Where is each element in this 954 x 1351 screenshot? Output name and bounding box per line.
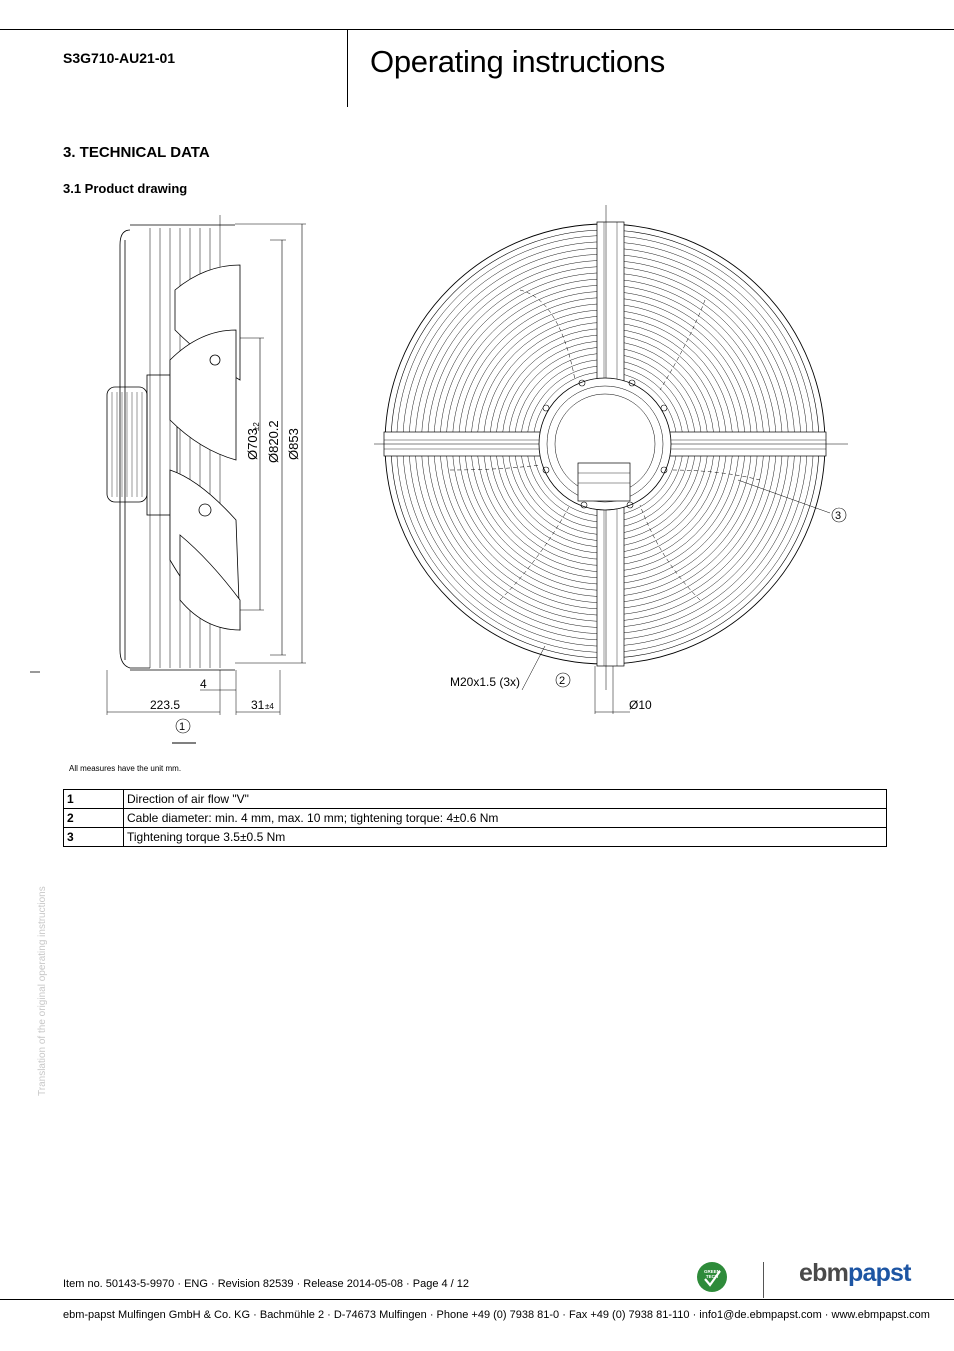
- ebmpapst-logo: [799, 1259, 911, 1288]
- dim-d703: Ø703: [245, 428, 260, 460]
- side-view: [30, 215, 306, 743]
- logo-part-ebm: ebm: [799, 1259, 849, 1287]
- notes-table: [63, 789, 887, 847]
- dim-d853: Ø853: [286, 428, 301, 460]
- side-note: Translation of the original operating instructions: [37, 886, 48, 1096]
- unit-note: All measures have the unit mm.: [69, 764, 182, 773]
- subsection-heading: 3.1 Product drawing: [63, 181, 188, 196]
- product-drawing: [0, 200, 954, 750]
- badge-line1: GREEN: [703, 1269, 721, 1274]
- footer-item-info: Item no. 50143-5-9970 · ENG · Revision 82539 · Release 2014-05-08 · Page 4 / 12: [63, 1278, 470, 1290]
- model-number: S3G710-AU21-01: [63, 50, 176, 66]
- callout-3: 3: [835, 510, 842, 522]
- badge-line2: TECH: [705, 1274, 719, 1279]
- dim-d820: Ø820.2: [266, 420, 281, 463]
- green-tech-badge-icon: [696, 1261, 728, 1293]
- header-divider: [347, 29, 348, 107]
- logo-part-papst: papst: [848, 1259, 911, 1287]
- document-title: Operating instructions: [370, 44, 665, 79]
- header-top-rule: [0, 29, 954, 30]
- logo-divider: [763, 1262, 764, 1298]
- table-row: [64, 828, 887, 847]
- dim-d10: Ø10: [629, 698, 652, 712]
- front-view: [374, 205, 848, 714]
- footer-address: ebm-papst Mulfingen GmbH & Co. KG · Bachmühle 2 · D-74673 Mulfingen · Phone +49 (0) 7938 81-0 · Fax +49 (0) 7938 81-110 · info1@de.ebmpapst.com · www.ebmpapst.com: [63, 1309, 930, 1321]
- dim-31: 31: [251, 698, 265, 712]
- note-number: 3: [64, 828, 124, 847]
- dim-d703-tolerance: ±2: [252, 422, 261, 431]
- note-number: 1: [64, 790, 124, 809]
- note-number: 2: [64, 809, 124, 828]
- dim-4: 4: [200, 677, 207, 691]
- note-text: Direction of air flow "V": [124, 790, 887, 809]
- table-row: [64, 809, 887, 828]
- section-heading: 3. TECHNICAL DATA: [63, 144, 210, 161]
- table-row: [64, 790, 887, 809]
- dim-31-tolerance: ±4: [265, 702, 274, 711]
- thread-label: M20x1.5 (3x): [450, 675, 521, 689]
- dim-223: 223.5: [150, 698, 181, 712]
- note-text: Tightening torque 3.5±0.5 Nm: [124, 828, 887, 847]
- footer-rule: [0, 1299, 954, 1300]
- callout-1: 1: [179, 721, 186, 733]
- callout-2: 2: [559, 675, 566, 687]
- front-view-labels: [450, 508, 846, 712]
- note-text: Cable diameter: min. 4 mm, max. 10 mm; tightening torque: 4±0.6 Nm: [124, 809, 887, 828]
